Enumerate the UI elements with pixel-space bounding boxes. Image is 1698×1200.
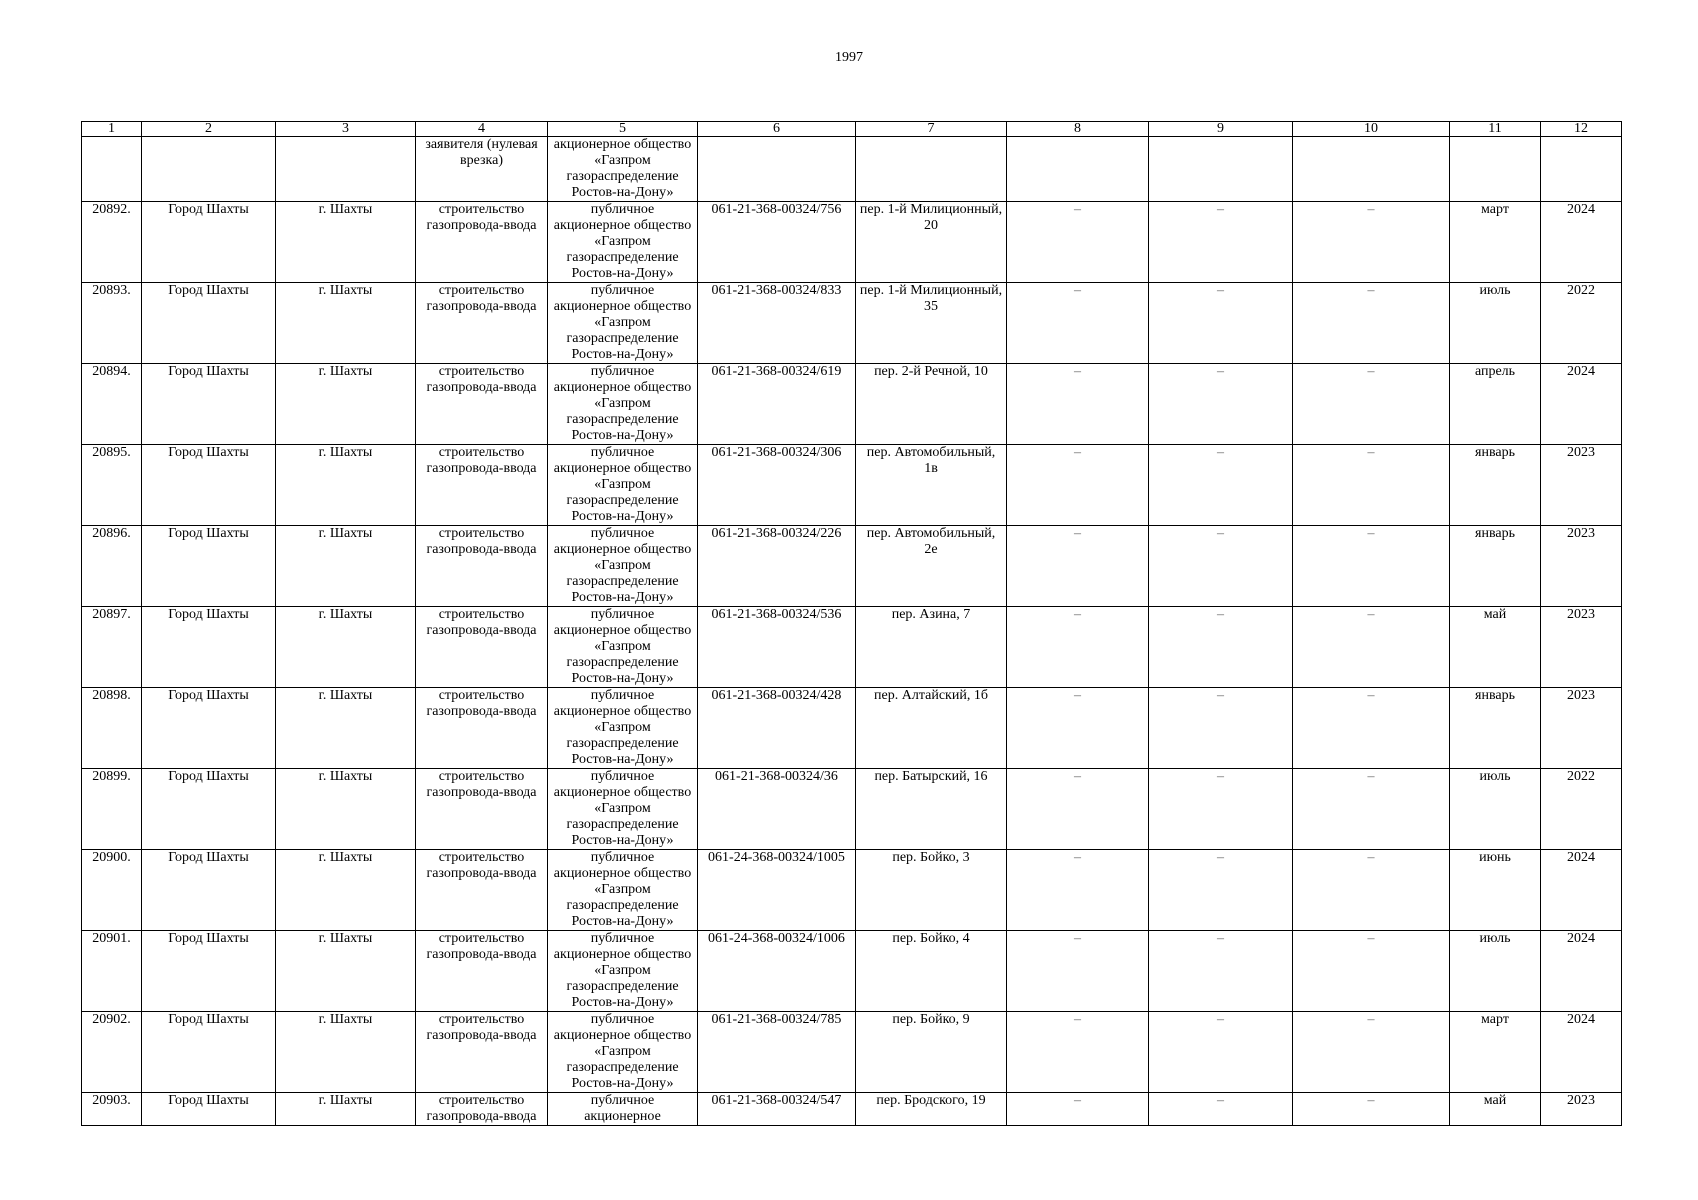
- cell-organization: публичное акционерное общество «Газпром газораспределение Ростов-на-Дону»: [548, 607, 698, 688]
- cell-col10: –: [1293, 931, 1450, 1012]
- cell-col9: –: [1149, 1012, 1293, 1093]
- cell: [1541, 137, 1622, 202]
- cell-col9: –: [1149, 931, 1293, 1012]
- cell-col9: –: [1149, 850, 1293, 931]
- column-header: 12: [1541, 122, 1622, 137]
- cell-number: 20897.: [82, 607, 142, 688]
- cell-number: 20903.: [82, 1093, 142, 1126]
- cell-organization: публичное акционерное общество «Газпром газораспределение Ростов-на-Дону»: [548, 283, 698, 364]
- cell-work-type: строительство газопровода-ввода: [416, 445, 548, 526]
- cell-number: 20896.: [82, 526, 142, 607]
- cell-month: июль: [1450, 283, 1541, 364]
- cell-col8: –: [1007, 364, 1149, 445]
- cell-number: 20894.: [82, 364, 142, 445]
- column-header: 5: [548, 122, 698, 137]
- cell-col10: –: [1293, 202, 1450, 283]
- cell-district: Город Шахты: [142, 688, 276, 769]
- cell-year: 2023: [1541, 1093, 1622, 1126]
- column-header: 2: [142, 122, 276, 137]
- column-header: 10: [1293, 122, 1450, 137]
- table-row: [82, 607, 1622, 688]
- cell-district: Город Шахты: [142, 1093, 276, 1126]
- cell-month: январь: [1450, 445, 1541, 526]
- column-header: 7: [856, 122, 1007, 137]
- cell-code: 061-21-368-00324/619: [698, 364, 856, 445]
- cell-month: март: [1450, 202, 1541, 283]
- cell-address: пер. Бойко, 3: [856, 850, 1007, 931]
- cell-address: пер. Алтайский, 1б: [856, 688, 1007, 769]
- cell-organization: публичное акционерное общество «Газпром газораспределение Ростов-на-Дону»: [548, 445, 698, 526]
- cell-work-type: строительство газопровода-ввода: [416, 364, 548, 445]
- cell-code: 061-21-368-00324/226: [698, 526, 856, 607]
- cell-month: март: [1450, 1012, 1541, 1093]
- table-row: [82, 769, 1622, 850]
- cell-year: 2023: [1541, 526, 1622, 607]
- cell-work-type: строительство газопровода-ввода: [416, 1093, 548, 1126]
- cell-district: Город Шахты: [142, 931, 276, 1012]
- cell-code: 061-21-368-00324/36: [698, 769, 856, 850]
- column-header: 1: [82, 122, 142, 137]
- cell: [276, 137, 416, 202]
- cell-year: 2022: [1541, 283, 1622, 364]
- cell-col10: –: [1293, 850, 1450, 931]
- cell-col8: –: [1007, 202, 1149, 283]
- cell-month: апрель: [1450, 364, 1541, 445]
- cell-settlement: г. Шахты: [276, 607, 416, 688]
- cell-organization: акционерное общество «Газпром газораспределение Ростов-на-Дону»: [548, 137, 698, 202]
- continuation-row: [82, 137, 1622, 202]
- table-row: [82, 445, 1622, 526]
- cell-col8: –: [1007, 526, 1149, 607]
- cell-settlement: г. Шахты: [276, 1012, 416, 1093]
- cell-col8: –: [1007, 850, 1149, 931]
- cell-work-type: строительство газопровода-ввода: [416, 283, 548, 364]
- cell-organization: публичное акционерное общество «Газпром газораспределение Ростов-на-Дону»: [548, 688, 698, 769]
- cell-code: 061-21-368-00324/756: [698, 202, 856, 283]
- cell: [82, 137, 142, 202]
- cell-col9: –: [1149, 769, 1293, 850]
- cell-col9: –: [1149, 202, 1293, 283]
- cell-col8: –: [1007, 769, 1149, 850]
- cell-month: май: [1450, 607, 1541, 688]
- cell-settlement: г. Шахты: [276, 202, 416, 283]
- cell-address: пер. Бойко, 4: [856, 931, 1007, 1012]
- cell-code: 061-21-368-00324/785: [698, 1012, 856, 1093]
- table-row: [82, 526, 1622, 607]
- cell-address: пер. Автомобильный, 1в: [856, 445, 1007, 526]
- cell-col10: –: [1293, 283, 1450, 364]
- cell: [1450, 137, 1541, 202]
- cell-district: Город Шахты: [142, 1012, 276, 1093]
- cell-month: июнь: [1450, 850, 1541, 931]
- cell-col10: –: [1293, 1012, 1450, 1093]
- column-header: 9: [1149, 122, 1293, 137]
- cell-organization: публичное акционерное общество «Газпром газораспределение Ростов-на-Дону»: [548, 931, 698, 1012]
- cell-month: июль: [1450, 769, 1541, 850]
- cell-organization: публичное акционерное общество «Газпром газораспределение Ростов-на-Дону»: [548, 526, 698, 607]
- cell-work-type: строительство газопровода-ввода: [416, 688, 548, 769]
- cell-address: пер. Автомобильный, 2е: [856, 526, 1007, 607]
- cell-col8: –: [1007, 445, 1149, 526]
- cell: [698, 137, 856, 202]
- cell-work-type: строительство газопровода-ввода: [416, 850, 548, 931]
- cell-col8: –: [1007, 1093, 1149, 1126]
- cell-number: 20901.: [82, 931, 142, 1012]
- cell-col9: –: [1149, 1093, 1293, 1126]
- cell-col9: –: [1149, 283, 1293, 364]
- cell-address: пер. Бойко, 9: [856, 1012, 1007, 1093]
- cell-district: Город Шахты: [142, 526, 276, 607]
- cell-settlement: г. Шахты: [276, 1093, 416, 1126]
- cell-number: 20898.: [82, 688, 142, 769]
- cell-work-type: строительство газопровода-ввода: [416, 769, 548, 850]
- cell: [142, 137, 276, 202]
- cell-col9: –: [1149, 445, 1293, 526]
- cell-col8: –: [1007, 283, 1149, 364]
- cell-year: 2023: [1541, 688, 1622, 769]
- cell-col8: –: [1007, 1012, 1149, 1093]
- cell-settlement: г. Шахты: [276, 364, 416, 445]
- cell-district: Город Шахты: [142, 769, 276, 850]
- cell-district: Город Шахты: [142, 202, 276, 283]
- cell-col10: –: [1293, 1093, 1450, 1126]
- cell-district: Город Шахты: [142, 445, 276, 526]
- cell-col8: –: [1007, 931, 1149, 1012]
- cell-address: пер. Батырский, 16: [856, 769, 1007, 850]
- cell-col9: –: [1149, 526, 1293, 607]
- cell-month: июль: [1450, 931, 1541, 1012]
- header-row: [82, 122, 1622, 137]
- table-row: [82, 283, 1622, 364]
- cell-year: 2023: [1541, 445, 1622, 526]
- cell-organization: публичное акционерное общество «Газпром газораспределение Ростов-на-Дону»: [548, 850, 698, 931]
- cell-organization: публичное акционерное общество «Газпром газораспределение Ростов-на-Дону»: [548, 1012, 698, 1093]
- cell-address: пер. 1-й Милиционный, 20: [856, 202, 1007, 283]
- cell-code: 061-21-368-00324/306: [698, 445, 856, 526]
- cell-number: 20895.: [82, 445, 142, 526]
- cell-number: 20892.: [82, 202, 142, 283]
- cell-settlement: г. Шахты: [276, 688, 416, 769]
- cell-code: 061-24-368-00324/1005: [698, 850, 856, 931]
- cell-month: январь: [1450, 688, 1541, 769]
- cell-settlement: г. Шахты: [276, 931, 416, 1012]
- table-row: [82, 364, 1622, 445]
- cell-number: 20899.: [82, 769, 142, 850]
- cell-address: пер. Бродского, 19: [856, 1093, 1007, 1126]
- cell-settlement: г. Шахты: [276, 769, 416, 850]
- cell: [1293, 137, 1450, 202]
- cell-col10: –: [1293, 445, 1450, 526]
- cell-work-type: строительство газопровода-ввода: [416, 931, 548, 1012]
- cell-number: 20902.: [82, 1012, 142, 1093]
- cell-number: 20893.: [82, 283, 142, 364]
- cell-col10: –: [1293, 526, 1450, 607]
- cell-code: 061-21-368-00324/428: [698, 688, 856, 769]
- column-header: 4: [416, 122, 548, 137]
- cell-col9: –: [1149, 607, 1293, 688]
- cell-col10: –: [1293, 607, 1450, 688]
- cell-organization: публичное акционерное: [548, 1093, 698, 1126]
- cell-year: 2024: [1541, 364, 1622, 445]
- cell-number: 20900.: [82, 850, 142, 931]
- table-row: [82, 202, 1622, 283]
- cell-address: пер. 1-й Милиционный, 35: [856, 283, 1007, 364]
- cell-work-type: заявителя (нулевая врезка): [416, 137, 548, 202]
- cell-code: 061-21-368-00324/833: [698, 283, 856, 364]
- cell: [1149, 137, 1293, 202]
- cell-month: январь: [1450, 526, 1541, 607]
- cell-district: Город Шахты: [142, 607, 276, 688]
- cell-address: пер. Азина, 7: [856, 607, 1007, 688]
- cell-district: Город Шахты: [142, 850, 276, 931]
- cell-year: 2024: [1541, 850, 1622, 931]
- table-row: [82, 688, 1622, 769]
- cell-district: Город Шахты: [142, 364, 276, 445]
- cell-year: 2023: [1541, 607, 1622, 688]
- cell-col8: –: [1007, 607, 1149, 688]
- cell-work-type: строительство газопровода-ввода: [416, 1012, 548, 1093]
- cell-settlement: г. Шахты: [276, 850, 416, 931]
- cell-code: 061-21-368-00324/547: [698, 1093, 856, 1126]
- cell-year: 2024: [1541, 202, 1622, 283]
- cell-col8: –: [1007, 688, 1149, 769]
- cell-col10: –: [1293, 364, 1450, 445]
- page-number: 1997: [835, 50, 863, 65]
- table-row: [82, 1093, 1622, 1126]
- column-header: 3: [276, 122, 416, 137]
- cell-settlement: г. Шахты: [276, 526, 416, 607]
- cell-year: 2024: [1541, 931, 1622, 1012]
- column-header: 8: [1007, 122, 1149, 137]
- cell-work-type: строительство газопровода-ввода: [416, 526, 548, 607]
- cell-year: 2024: [1541, 1012, 1622, 1093]
- cell-month: май: [1450, 1093, 1541, 1126]
- cell-code: 061-24-368-00324/1006: [698, 931, 856, 1012]
- column-header: 11: [1450, 122, 1541, 137]
- table-row: [82, 931, 1622, 1012]
- table-row: [82, 1012, 1622, 1093]
- cell-organization: публичное акционерное общество «Газпром газораспределение Ростов-на-Дону»: [548, 769, 698, 850]
- cell: [1007, 137, 1149, 202]
- table-row: [82, 850, 1622, 931]
- cell-settlement: г. Шахты: [276, 283, 416, 364]
- cell-work-type: строительство газопровода-ввода: [416, 607, 548, 688]
- column-header: 6: [698, 122, 856, 137]
- cell-col10: –: [1293, 688, 1450, 769]
- cell-code: 061-21-368-00324/536: [698, 607, 856, 688]
- cell-year: 2022: [1541, 769, 1622, 850]
- cell-organization: публичное акционерное общество «Газпром газораспределение Ростов-на-Дону»: [548, 364, 698, 445]
- cell-settlement: г. Шахты: [276, 445, 416, 526]
- cell-district: Город Шахты: [142, 283, 276, 364]
- cell-work-type: строительство газопровода-ввода: [416, 202, 548, 283]
- cell-col9: –: [1149, 688, 1293, 769]
- cell: [856, 137, 1007, 202]
- cell-organization: публичное акционерное общество «Газпром газораспределение Ростов-на-Дону»: [548, 202, 698, 283]
- cell-address: пер. 2-й Речной, 10: [856, 364, 1007, 445]
- cell-col9: –: [1149, 364, 1293, 445]
- data-table: [81, 121, 1622, 1126]
- cell-col10: –: [1293, 769, 1450, 850]
